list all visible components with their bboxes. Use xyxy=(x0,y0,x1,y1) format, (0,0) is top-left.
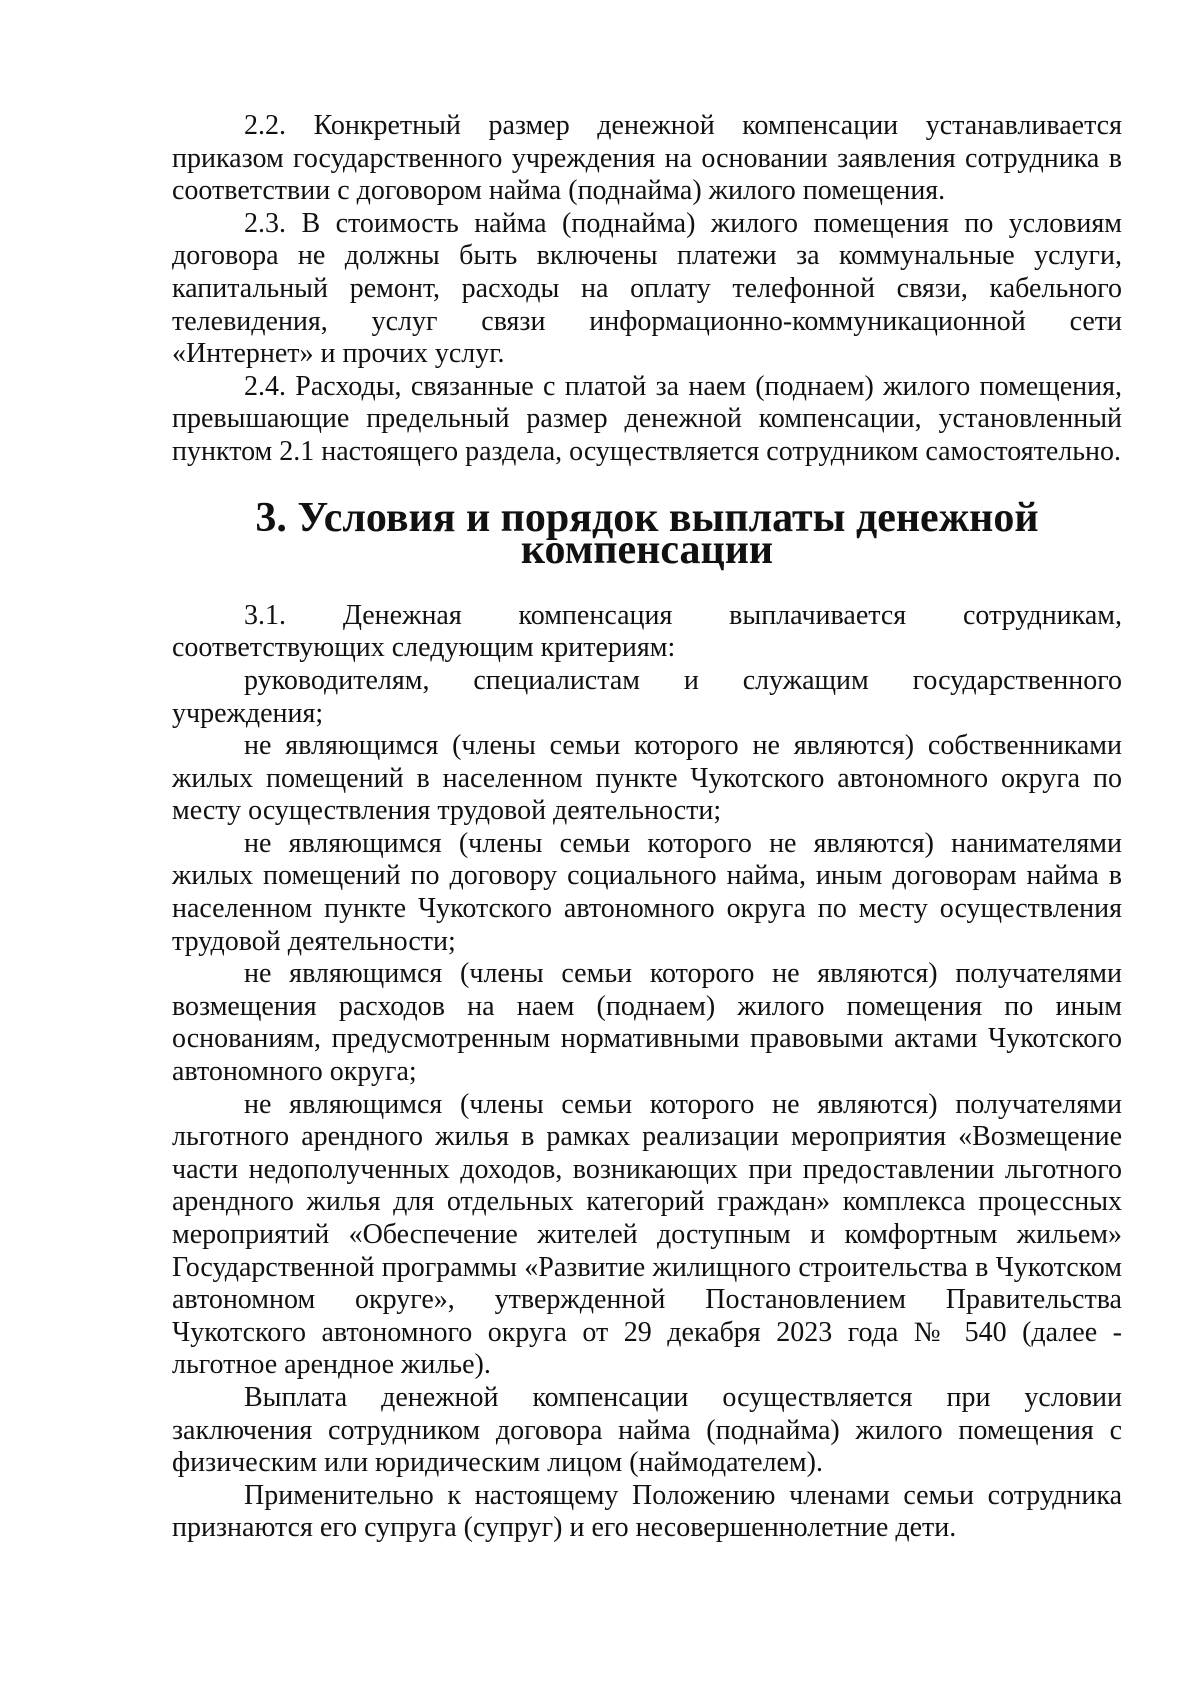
section-3-heading: 3. Условия и порядок выплаты денежной компенсации xyxy=(255,494,1039,574)
paragraph-2-4: 2.4. Расходы, связанные с платой за наем (поднаем) жилого помещения, превышающие предельный размер денежной компенсации, установленный пунктом 2.1 настоящего раздела, осуществляется сотрудником самостоятельно. xyxy=(172,370,1122,467)
criterion-not-owners: не являющимся (члены семьи которого не являются) собственниками жилых помещений в населенном пункте Чукотского автономного округа по месту осуществления трудовой деятельности; xyxy=(172,730,1122,827)
criterion-staff: руководителям, специалистам и служащим государственного учреждения; xyxy=(172,664,1122,729)
criterion-not-tenants: не являющимся (члены семьи которого не являются) нанимателями жилых помещений по договору социального найма, иным договорам найма в населенном пункте Чукотского автономного округа по месту осуществления трудовой деятельности; xyxy=(172,827,1122,957)
document-page xyxy=(172,110,1122,1545)
criterion-not-reimbursed: не являющимся (члены семьи которого не являются) получателями возмещения расходов на наем (поднаем) жилого помещения по иным основаниям, предусмотренным нормативными правовыми актами Чукотского автономного округа; xyxy=(172,958,1122,1088)
family-members-definition: Применительно к настоящему Положению членами семьи сотрудника признаются его супруга (супруг) и его несовершеннолетние дети. xyxy=(172,1479,1122,1544)
criterion-not-preferential-housing: не являющимся (члены семьи которого не являются) получателями льготного арендного жилья в рамках реализации мероприятия «Возмещение части недополученных доходов, возникающих при предоставлении льготного арендного жилья для отдельных категорий граждан» комплекса процессных мероприятий «Обеспечение жителей доступным и комфортным жильем» Государственной программы «Развитие жилищного строительства в Чукотском автономном округе», утвержденной Постановлением Правительства Чукотского автономного округа от 29 декабря 2023 года № 540 (далее - льготное арендное жилье). xyxy=(172,1088,1122,1381)
paragraph-3-1: 3.1. Денежная компенсация выплачивается сотрудникам, соответствующих следующим критериям: xyxy=(172,599,1122,664)
paragraph-2-3: 2.3. В стоимость найма (поднайма) жилого помещения по условиям договора не должны быть включены платежи за коммунальные услуги, капитальный ремонт, расходы на оплату телефонной связи, кабельного телевидения, услуг связи информационно-коммуникационной сети «Интернет» и прочих услуг. xyxy=(172,207,1122,370)
payment-condition: Выплата денежной компенсации осуществляется при условии заключения сотрудником договора найма (поднайма) жилого помещения с физическим или юридическим лицом (наймодателем). xyxy=(172,1381,1122,1479)
paragraph-2-2: 2.2. Конкретный размер денежной компенсации устанавливается приказом государственного учреждения на основании заявления сотрудника в соответствии с договором найма (поднайма) жилого помещения. xyxy=(172,110,1122,207)
